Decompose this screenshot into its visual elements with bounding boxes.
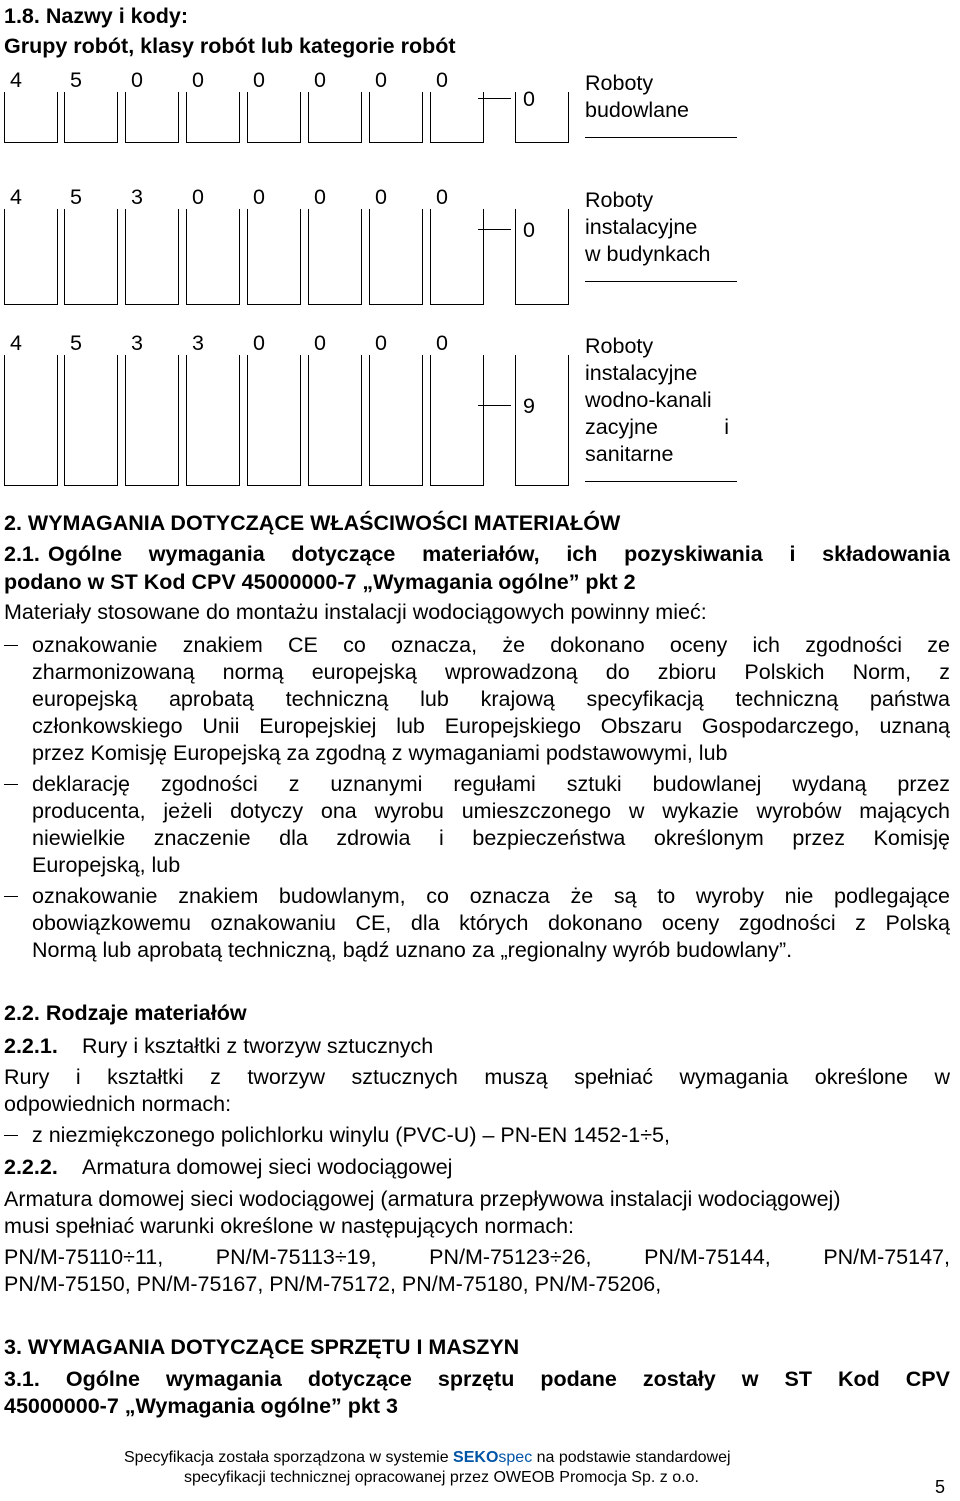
code-digit: 0 xyxy=(436,68,448,92)
code-digit: 3 xyxy=(131,185,143,209)
code-cell xyxy=(125,209,179,305)
code-digit: 0 xyxy=(314,185,326,209)
code-digit: 0 xyxy=(192,68,204,92)
code-cell xyxy=(369,92,423,143)
code-cell xyxy=(186,355,240,486)
section-3-heading: 3. WYMAGANIA DOTYCZĄCE SPRZĘTU I MASZYN xyxy=(4,1335,520,1359)
category-name-line: sanitarne xyxy=(585,442,674,466)
code-digit: 5 xyxy=(70,68,82,92)
category-name-line: budowlane xyxy=(585,98,690,122)
code-digit: 3 xyxy=(131,331,143,355)
bullet3-line: oznakowanie znakiem budowlanym, co oznacza że są to wyroby nie podlegające xyxy=(32,884,950,908)
code-cell xyxy=(64,92,118,143)
section-title: 1.8. Nazwy i kody: xyxy=(4,4,189,28)
check-digit: 0 xyxy=(523,87,535,111)
code-cell xyxy=(247,355,301,486)
p222-line: musi spełniać warunki określone w następujących normach: xyxy=(4,1214,575,1238)
code-cell xyxy=(64,209,118,305)
code-cell xyxy=(4,209,58,305)
bullet2-line: niewielkie znaczenie dla zdrowia i bezpieczeństwa określonym przez Komisję xyxy=(32,826,950,850)
category-underline xyxy=(585,281,737,282)
code-cell xyxy=(247,92,301,143)
code-digit: 0 xyxy=(436,331,448,355)
brand-logo: SEKOspec xyxy=(453,1449,533,1466)
bullet3-line: obowiązkowemu oznakowaniu CE, dla których dokonano oceny zgodności z Polską xyxy=(32,911,950,935)
code-cell xyxy=(186,92,240,143)
code-cell xyxy=(4,355,58,486)
check-digit: 0 xyxy=(523,218,535,242)
section-222-number: 2.2.2. xyxy=(4,1155,58,1179)
code-digit: 0 xyxy=(314,331,326,355)
section-221-number: 2.2.1. xyxy=(4,1034,58,1058)
footer-text: na podstawie standardowej xyxy=(532,1449,731,1466)
category-name-line: Roboty xyxy=(585,334,654,358)
footer-text: Specyfikacja została sporządzona w systemie xyxy=(124,1449,454,1466)
category-underline xyxy=(585,481,737,482)
code-cell xyxy=(308,355,362,486)
code-cell xyxy=(308,92,362,143)
code-digit: 0 xyxy=(436,185,448,209)
bullet-dash xyxy=(4,784,18,785)
p21-line-1: Ogólne wymagania dotyczące materiałów, ich pozyskiwania i składowania xyxy=(48,542,950,566)
category-name-line: zacyjne i xyxy=(585,415,729,439)
code-digit: 5 xyxy=(70,331,82,355)
code-dash xyxy=(478,229,511,230)
p222-line: Armatura domowej sieci wodociągowej (armatura przepływowa instalacji wodociągowej) xyxy=(4,1187,841,1211)
bullet1-line: europejską aprobatą techniczną lub krajową specyfikacją techniczną państwa xyxy=(32,687,950,711)
code-cell xyxy=(4,92,58,143)
section-2-heading: 2. WYMAGANIA DOTYCZĄCE WŁAŚCIWOŚCI MATERIAŁÓW xyxy=(4,511,621,535)
bullet3-line: Normą lub aprobatą techniczną, bądź uznano za „regionalny wyrób budowlany”. xyxy=(32,938,793,962)
bullet2-line: producenta, jeżeli dotyczy ona wyrobu umieszczonego w wykazie wyrobów mających xyxy=(32,799,950,823)
category-name-line: wodno-kanali xyxy=(585,388,712,412)
category-name-line: instalacyjne xyxy=(585,361,698,385)
bullet1-line: oznakowanie znakiem CE co oznacza, że dokonano oceny ich zgodności ze xyxy=(32,633,950,657)
p21-line-2: podano w ST Kod CPV 45000000-7 „Wymagania ogólne” pkt 2 xyxy=(4,570,636,594)
code-dash xyxy=(478,98,511,99)
code-cell xyxy=(430,355,484,486)
code-dash xyxy=(478,405,511,406)
category-underline xyxy=(585,137,737,138)
code-digit: 0 xyxy=(375,331,387,355)
code-cell xyxy=(125,355,179,486)
section-222-title: Armatura domowej sieci wodociągowej xyxy=(82,1155,453,1179)
code-cell xyxy=(430,92,484,143)
bullet2-line: Europejską, lub xyxy=(32,853,181,877)
code-cell xyxy=(369,209,423,305)
code-digit: 0 xyxy=(314,68,326,92)
p221-line: odpowiednich normach: xyxy=(4,1092,232,1116)
p31-line-1: 3.1. Ogólne wymagania dotyczące sprzętu podane zostały w ST Kod CPV xyxy=(4,1367,950,1391)
bullet1-line: zharmonizowaną normą europejską wprowadzoną do zbioru Polskich Norm, z xyxy=(32,660,950,684)
code-cell xyxy=(186,209,240,305)
code-cell xyxy=(369,355,423,486)
category-name-line: instalacyjne xyxy=(585,215,698,239)
code-digit: 5 xyxy=(70,185,82,209)
page-number: 5 xyxy=(935,1477,946,1497)
code-digit: 0 xyxy=(375,185,387,209)
p222-line: PN/M-75150, PN/M-75167, PN/M-75172, PN/M-75180, PN/M-75206, xyxy=(4,1272,662,1296)
code-cell xyxy=(64,355,118,486)
code-digit: 3 xyxy=(192,331,204,355)
p222-line: PN/M-75110÷11, PN/M-75113÷19, PN/M-75123÷26, PN/M-75144, PN/M-75147, xyxy=(4,1245,950,1269)
code-digit: 4 xyxy=(10,68,22,92)
code-digit: 4 xyxy=(10,185,22,209)
p31-line-2: 45000000-7 „Wymagania ogólne” pkt 3 xyxy=(4,1394,398,1418)
code-digit: 0 xyxy=(375,68,387,92)
code-digit: 0 xyxy=(253,331,265,355)
category-name-line: Roboty xyxy=(585,188,654,212)
materials-intro: Materiały stosowane do montażu instalacji wodociągowych powinny mieć: xyxy=(4,600,707,624)
p21-number: 2.1. xyxy=(4,542,40,566)
code-cell xyxy=(430,209,484,305)
section-22-heading: 2.2. Rodzaje materiałów xyxy=(4,1001,247,1025)
bullet-dash xyxy=(4,896,18,897)
footer-line-2: specyfikacji technicznej opracowanej przez OWEOB Promocja Sp. z o.o. xyxy=(184,1469,699,1486)
footer-line-1 xyxy=(124,1450,731,1466)
code-digit: 4 xyxy=(10,331,22,355)
code-digit: 0 xyxy=(192,185,204,209)
bullet1-line: przez Komisję Europejską za zgodną z wymaganiami podstawowymi, lub xyxy=(32,741,728,765)
category-name-line: Roboty xyxy=(585,71,654,95)
section-221-title: Rury i kształtki z tworzyw sztucznych xyxy=(82,1034,434,1058)
bullet-dash xyxy=(4,645,18,646)
code-cell xyxy=(308,209,362,305)
bullet1-line: członkowskiego Unii Europejskiej lub Europejskiego Obszaru Gospodarczego, uznaną xyxy=(32,714,950,738)
section-subtitle: Grupy robót, klasy robót lub kategorie robót xyxy=(4,34,456,58)
p221-line: Rury i kształtki z tworzyw sztucznych muszą spełniać wymagania określone w xyxy=(4,1065,950,1089)
code-digit: 0 xyxy=(253,185,265,209)
bullet2-line: deklarację zgodności z uznanymi regułami sztuki budowlanej wydaną przez xyxy=(32,772,950,796)
category-name-line: w budynkach xyxy=(585,242,711,266)
code-cell xyxy=(125,92,179,143)
code-digit: 0 xyxy=(131,68,143,92)
check-digit-cell xyxy=(515,355,569,486)
p221-bullet: z niezmiękczonego polichlorku winylu (PVC-U) – PN-EN 1452-1÷5, xyxy=(32,1123,670,1147)
code-cell xyxy=(247,209,301,305)
bullet-dash xyxy=(4,1135,18,1136)
code-digit: 0 xyxy=(253,68,265,92)
check-digit: 9 xyxy=(523,394,535,418)
